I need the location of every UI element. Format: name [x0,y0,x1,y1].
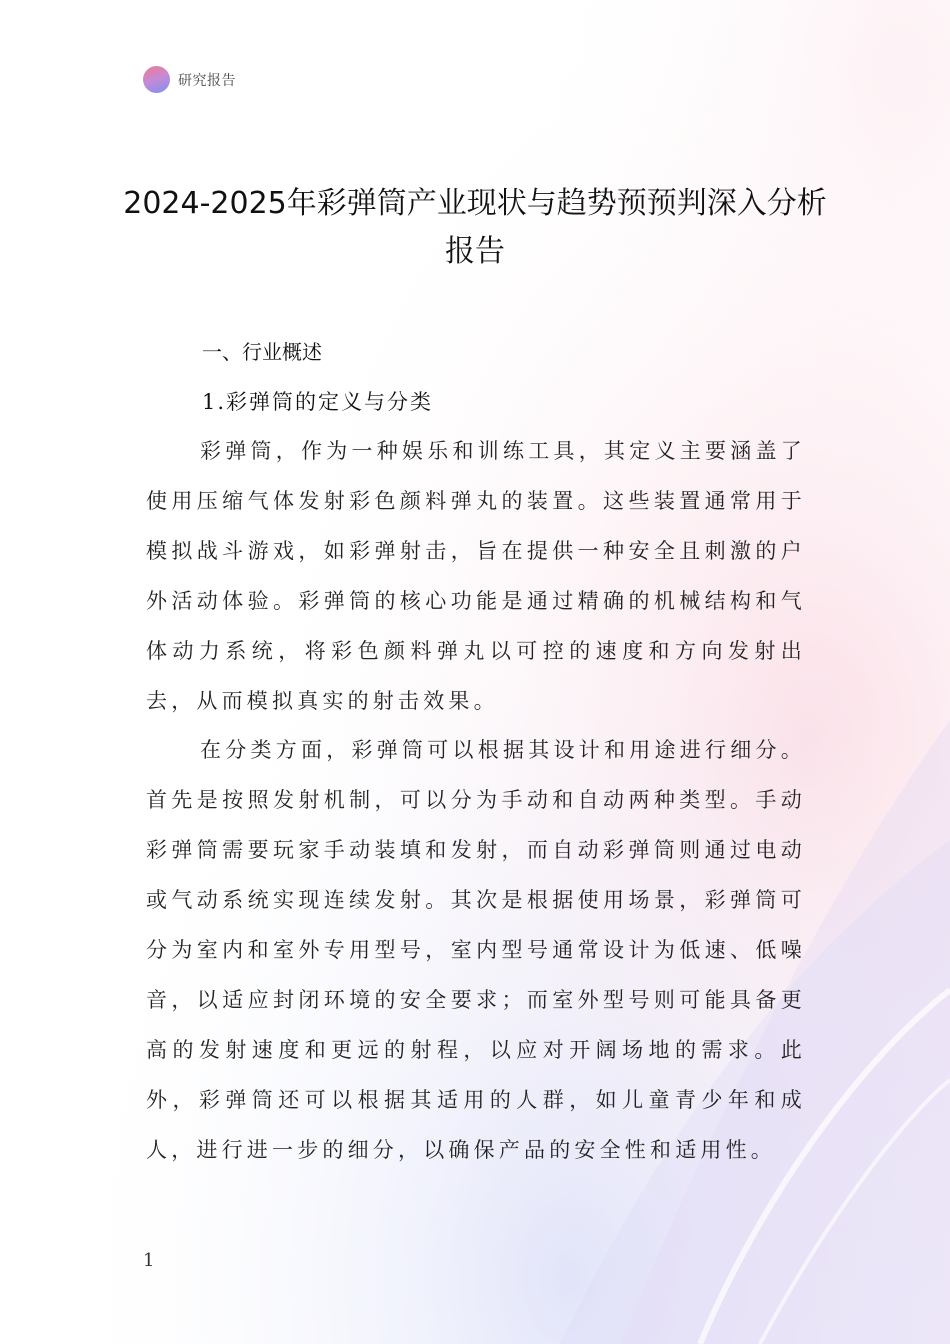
logo-icon [143,66,170,93]
section-heading: 一、行业概述 [202,340,322,364]
page-number: 1 [143,1250,155,1271]
document-title: 2024-2025年彩弹筒产业现状与趋势预预判深入分析报告 [123,186,827,269]
header-label: 研究报告 [178,72,236,89]
body-paragraph: 彩弹筒，作为一种娱乐和训练工具，其定义主要涵盖了使用压缩气体发射彩色颜料弹丸的装置。这些装置通常用于模拟战斗游戏，如彩弹射击，旨在提供一种安全且刺激的户外活动体验。彩弹筒的核心功能是通过精确的机械结构和气体动力系统，将彩色颜料弹丸以可控的速度和方向发射出去，从而模拟真实的射击效果。 [146,439,806,713]
body-paragraph: 在分类方面，彩弹筒可以根据其设计和用途进行细分。首先是按照发射机制，可以分为手动和自动两种类型。手动彩弹筒需要玩家手动装填和发射，而自动彩弹筒则通过电动或气动系统实现连续发射。其次是根据使用场景，彩弹筒可分为室内和室外专用型号，室内型号通常设计为低速、低噪音，以适应封闭环境的安全要求；而室外型号则可能具备更高的发射速度和更远的射程，以应对开阔场地的需求。此外，彩弹筒还可以根据其适用的人群，如儿童青少年和成人，进行进一步的细分，以确保产品的安全性和适用性。 [146,738,806,1162]
subsection-heading: 1.彩弹筒的定义与分类 [202,390,434,414]
page-header [143,66,236,93]
